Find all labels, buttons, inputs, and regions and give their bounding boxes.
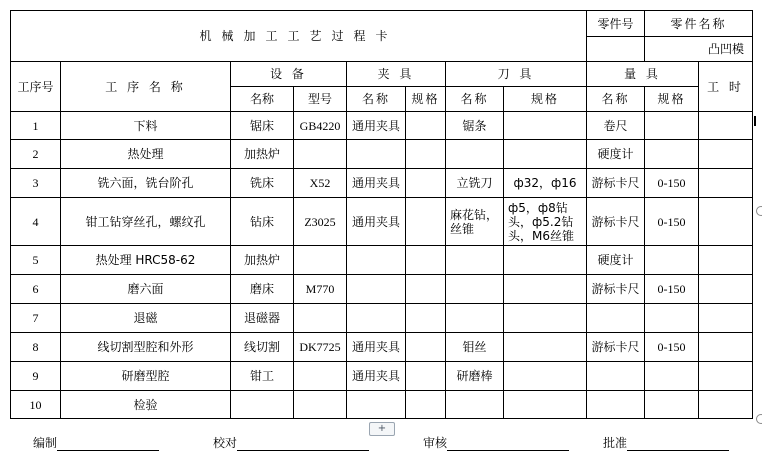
table-row [11, 275, 753, 304]
cell-gg-name[interactable] [587, 391, 645, 419]
cell-gg-name[interactable]: 游标卡尺 [587, 275, 645, 304]
cell-gg-name[interactable]: 游标卡尺 [587, 333, 645, 362]
cell-eq-name[interactable]: 磨床 [231, 275, 294, 304]
cell-eq-name[interactable]: 加热炉 [231, 246, 294, 275]
cell-time[interactable] [699, 304, 753, 333]
cell-time[interactable] [699, 246, 753, 275]
sig-approved-line[interactable] [627, 438, 729, 451]
cell-time[interactable] [699, 169, 753, 198]
cell-ct-spec[interactable] [504, 275, 587, 304]
cell-op[interactable]: 检验 [61, 391, 231, 419]
cell-time[interactable] [699, 275, 753, 304]
sig-compiled [33, 434, 159, 451]
cell-fx-name[interactable]: 通用夹具 [347, 169, 406, 198]
cell-fx-spec[interactable] [406, 198, 446, 246]
header-fx-name: 名称 [347, 87, 406, 112]
cell-gg-name[interactable]: 卷尺 [587, 112, 645, 140]
cell-ct-spec[interactable]: ф32，ф16 [504, 169, 587, 198]
part-name-value[interactable]: 凸凹模 [645, 37, 753, 62]
header-ct-name: 名称 [446, 87, 504, 112]
cell-fx-name[interactable] [347, 246, 406, 275]
cell-gg-spec[interactable] [645, 140, 699, 169]
header-time: 工 时 [699, 62, 753, 112]
table-row [11, 391, 753, 419]
sig-reviewed [423, 434, 569, 451]
cell-op[interactable]: 热处理 [61, 140, 231, 169]
cell-fx-name[interactable]: 通用夹具 [347, 362, 406, 391]
cell-eq-model[interactable]: Z3025 [294, 198, 347, 246]
table-row [11, 333, 753, 362]
cell-seq[interactable]: 6 [11, 275, 61, 304]
cell-eq-name[interactable]: 加热炉 [231, 140, 294, 169]
cell-fx-spec[interactable] [406, 391, 446, 419]
cell-ct-name[interactable] [446, 140, 504, 169]
cell-ct-spec[interactable] [504, 304, 587, 333]
cell-seq[interactable]: 9 [11, 362, 61, 391]
table-row [11, 140, 753, 169]
cell-gg-spec[interactable]: 0-150 [645, 275, 699, 304]
cell-eq-name[interactable]: 线切割 [231, 333, 294, 362]
card-title: 机械加工工艺过程卡 [11, 11, 587, 62]
cell-fx-spec[interactable] [406, 246, 446, 275]
cell-fx-name[interactable] [347, 391, 406, 419]
cell-op[interactable]: 磨六面 [61, 275, 231, 304]
resize-handle-icon[interactable] [756, 414, 762, 424]
cell-fx-name[interactable]: 通用夹具 [347, 112, 406, 140]
table-row [11, 362, 753, 391]
cell-gg-name[interactable]: 游标卡尺 [587, 198, 645, 246]
cell-time[interactable] [699, 333, 753, 362]
cell-eq-model[interactable]: M770 [294, 275, 347, 304]
header-seq: 工序号 [11, 62, 61, 112]
cell-gg-name[interactable]: 游标卡尺 [587, 169, 645, 198]
cell-ct-name[interactable] [446, 275, 504, 304]
cell-ct-spec[interactable]: ф5，ф8钻头，ф5.2钻头，M6丝锥 [504, 198, 587, 246]
add-row-button[interactable]: + [369, 422, 395, 436]
cell-ct-spec[interactable] [504, 246, 587, 275]
cell-gg-spec[interactable] [645, 362, 699, 391]
cell-gg-name[interactable]: 硬度计 [587, 246, 645, 275]
cell-eq-name[interactable] [231, 391, 294, 419]
cell-gg-spec[interactable]: 0-150 [645, 198, 699, 246]
cell-seq[interactable]: 10 [11, 391, 61, 419]
cell-gg-spec[interactable] [645, 112, 699, 140]
table-row [11, 304, 753, 333]
cell-eq-name[interactable]: 钻床 [231, 198, 294, 246]
table-row [11, 198, 753, 246]
header-fx-spec: 规格 [406, 87, 446, 112]
cell-ct-spec[interactable] [504, 362, 587, 391]
header-fixture: 夹 具 [347, 62, 446, 87]
signature-footer [0, 434, 762, 454]
cell-ct-spec[interactable] [504, 140, 587, 169]
cell-eq-model[interactable]: GB4220 [294, 112, 347, 140]
cell-seq[interactable]: 3 [11, 169, 61, 198]
cell-eq-model[interactable] [294, 362, 347, 391]
cell-time[interactable] [699, 362, 753, 391]
sig-approved [603, 434, 729, 451]
cell-ct-spec[interactable] [504, 333, 587, 362]
header-gauge: 量 具 [587, 62, 699, 87]
sig-approved-label: 批准 [603, 436, 628, 450]
cell-fx-name[interactable] [347, 140, 406, 169]
cell-eq-name[interactable]: 铣床 [231, 169, 294, 198]
cell-eq-name[interactable]: 钳工 [231, 362, 294, 391]
cell-op[interactable]: 热处理 HRC58-62 [61, 246, 231, 275]
sig-reviewed-line[interactable] [447, 438, 569, 451]
text-cursor [754, 116, 756, 126]
cell-ct-name[interactable]: 麻花钻，丝锥 [446, 198, 504, 246]
cell-eq-model[interactable] [294, 140, 347, 169]
process-card-table [10, 10, 753, 419]
cell-time[interactable] [699, 391, 753, 419]
cell-seq[interactable]: 7 [11, 304, 61, 333]
part-name-label: 零件名称 [645, 11, 753, 37]
cell-time[interactable] [699, 140, 753, 169]
cell-seq[interactable]: 1 [11, 112, 61, 140]
cell-seq[interactable]: 5 [11, 246, 61, 275]
header-eq-name: 名称 [231, 87, 294, 112]
cell-op[interactable]: 研磨型腔 [61, 362, 231, 391]
table-row [11, 169, 753, 198]
table-row [11, 112, 753, 140]
cell-gg-spec[interactable] [645, 304, 699, 333]
cell-ct-name[interactable] [446, 304, 504, 333]
sig-compiled-label: 编制 [33, 436, 58, 450]
header-op-name: 工 序 名 称 [61, 62, 231, 112]
header-row-1 [11, 62, 753, 87]
cell-fx-spec[interactable] [406, 304, 446, 333]
cell-fx-spec[interactable] [406, 112, 446, 140]
title-row [11, 11, 753, 37]
header-cutter: 刀 具 [446, 62, 587, 87]
cell-op[interactable]: 线切割型腔和外形 [61, 333, 231, 362]
cell-fx-spec[interactable] [406, 333, 446, 362]
cell-op[interactable]: 退磁 [61, 304, 231, 333]
sig-checked [213, 434, 369, 451]
cell-fx-spec[interactable] [406, 140, 446, 169]
cell-ct-name[interactable] [446, 391, 504, 419]
cell-gg-spec[interactable] [645, 246, 699, 275]
cell-ct-spec[interactable] [504, 391, 587, 419]
sig-checked-label: 校对 [213, 436, 238, 450]
sig-compiled-line[interactable] [57, 438, 159, 451]
cell-ct-name[interactable]: 研磨棒 [446, 362, 504, 391]
part-no-value[interactable] [587, 37, 645, 62]
cell-fx-name[interactable]: 通用夹具 [347, 198, 406, 246]
cell-seq[interactable]: 2 [11, 140, 61, 169]
cell-eq-name[interactable]: 锯床 [231, 112, 294, 140]
sig-checked-line[interactable] [237, 438, 369, 451]
cell-eq-model[interactable]: DK7725 [294, 333, 347, 362]
table-row [11, 246, 753, 275]
cell-eq-model[interactable]: X52 [294, 169, 347, 198]
cell-eq-model[interactable] [294, 391, 347, 419]
cell-op[interactable]: 下料 [61, 112, 231, 140]
cell-ct-name[interactable]: 钼丝 [446, 333, 504, 362]
cell-ct-name[interactable]: 立铣刀 [446, 169, 504, 198]
header-eq-model: 型号 [294, 87, 347, 112]
cell-fx-spec[interactable] [406, 362, 446, 391]
cell-gg-spec[interactable]: 0-150 [645, 333, 699, 362]
cell-fx-name[interactable]: 通用夹具 [347, 333, 406, 362]
header-ct-spec: 规格 [504, 87, 587, 112]
part-no-label: 零件号 [587, 11, 645, 37]
cell-fx-name[interactable] [347, 304, 406, 333]
cell-fx-spec[interactable] [406, 275, 446, 304]
cell-seq[interactable]: 8 [11, 333, 61, 362]
cell-fx-spec[interactable] [406, 169, 446, 198]
cell-gg-spec[interactable]: 0-150 [645, 169, 699, 198]
resize-handle-icon[interactable] [756, 206, 762, 216]
cell-fx-name[interactable] [347, 275, 406, 304]
header-gg-spec: 规格 [645, 87, 699, 112]
cell-seq[interactable]: 4 [11, 198, 61, 246]
cell-ct-name[interactable] [446, 246, 504, 275]
cell-op[interactable]: 钳工钻穿丝孔，螺纹孔 [61, 198, 231, 246]
cell-eq-name[interactable]: 退磁器 [231, 304, 294, 333]
cell-op[interactable]: 铣六面，铣台阶孔 [61, 169, 231, 198]
cell-time[interactable] [699, 112, 753, 140]
cell-ct-spec[interactable] [504, 112, 587, 140]
cell-gg-name[interactable] [587, 304, 645, 333]
cell-gg-name[interactable] [587, 362, 645, 391]
cell-time[interactable] [699, 198, 753, 246]
header-equipment: 设 备 [231, 62, 347, 87]
cell-gg-spec[interactable] [645, 391, 699, 419]
cell-ct-name[interactable]: 锯条 [446, 112, 504, 140]
header-gg-name: 名称 [587, 87, 645, 112]
sig-reviewed-label: 审核 [423, 436, 448, 450]
cell-gg-name[interactable]: 硬度计 [587, 140, 645, 169]
cell-eq-model[interactable] [294, 246, 347, 275]
cell-eq-model[interactable] [294, 304, 347, 333]
